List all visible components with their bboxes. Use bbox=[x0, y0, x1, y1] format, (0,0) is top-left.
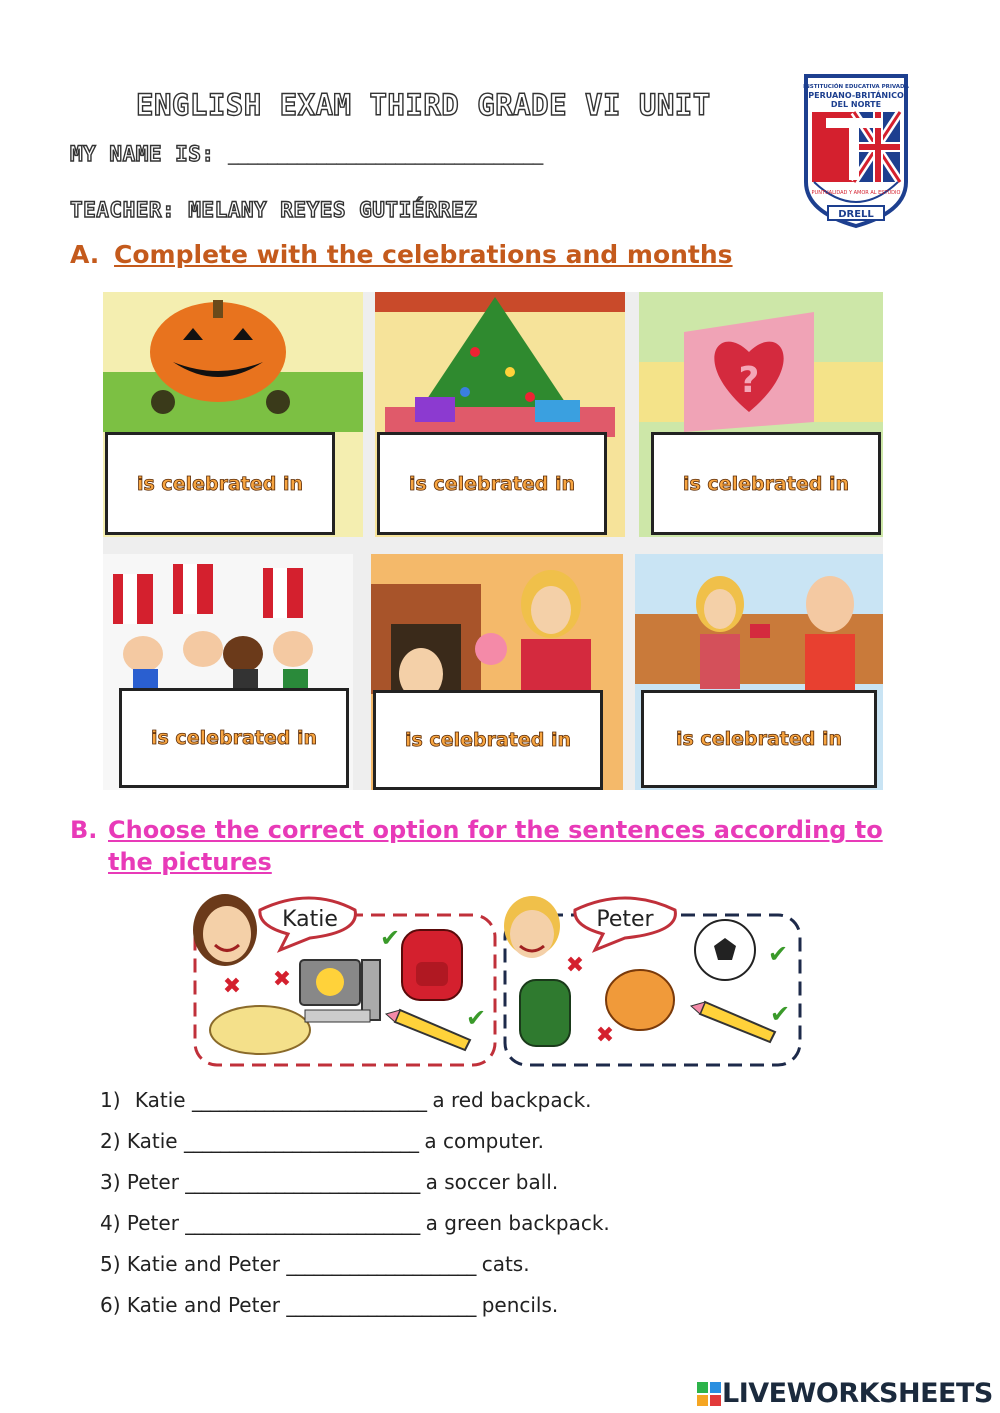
logo-badge: DRELL bbox=[838, 209, 874, 220]
pencil-icon bbox=[386, 1010, 470, 1050]
svg-text:✖: ✖ bbox=[565, 953, 585, 978]
sentence-blank[interactable]: _____________________ bbox=[286, 1252, 476, 1276]
card-mothers-day bbox=[371, 554, 623, 790]
logo-text-3: DEL NORTE bbox=[830, 100, 882, 109]
logo-text-2: PERUANO-BRITÁNICO bbox=[808, 91, 904, 100]
sentence-number: 1) bbox=[100, 1088, 121, 1112]
sentence-blank[interactable]: __________________________ bbox=[191, 1088, 426, 1112]
green-backpack-icon bbox=[520, 980, 570, 1046]
sentence-object: a soccer ball. bbox=[425, 1170, 559, 1194]
peter-avatar bbox=[504, 896, 560, 958]
sentence-subject: Katie and Peter bbox=[126, 1293, 280, 1317]
exam-title: ENGLISH EXAM THIRD GRADE VI UNIT bbox=[136, 88, 711, 122]
sentence-number: 4) bbox=[100, 1211, 121, 1235]
sentence-5 bbox=[100, 1252, 530, 1276]
sentence-subject: Peter bbox=[126, 1211, 179, 1235]
liveworksheets-logo-icon bbox=[696, 1381, 722, 1407]
katie-avatar bbox=[193, 894, 257, 966]
section-a-heading bbox=[70, 240, 733, 269]
katie-name-bubble: Katie bbox=[282, 907, 338, 932]
soccer-ball-icon bbox=[695, 920, 755, 980]
answer-box-4[interactable]: is celebrated in bbox=[119, 688, 349, 788]
sentence-blank[interactable]: __________________________ bbox=[185, 1211, 420, 1235]
sentence-3 bbox=[100, 1170, 558, 1194]
pencil-icon-2 bbox=[691, 1002, 775, 1042]
sentence-object: cats. bbox=[481, 1252, 530, 1276]
katie-peter-illustration bbox=[180, 890, 810, 1070]
card-independence bbox=[103, 554, 353, 790]
sentence-subject: Katie bbox=[134, 1088, 186, 1112]
teacher-line: TEACHER: MELANY REYES GUTIÉRREZ bbox=[70, 198, 478, 222]
red-backpack-icon bbox=[402, 930, 462, 1000]
section-a-instruction: Complete with the celebrations and months bbox=[114, 240, 733, 269]
orange-cat-icon bbox=[606, 970, 674, 1030]
sentence-blank[interactable]: __________________________ bbox=[183, 1129, 418, 1153]
sentence-number: 2) bbox=[100, 1129, 121, 1153]
section-b-letter: B. bbox=[70, 816, 98, 844]
sentence-number: 6) bbox=[100, 1293, 121, 1317]
school-crest-logo bbox=[800, 72, 912, 230]
sentence-subject: Katie bbox=[126, 1129, 178, 1153]
sentence-4 bbox=[100, 1211, 610, 1235]
card-halloween bbox=[103, 292, 363, 537]
computer-icon bbox=[300, 960, 380, 1022]
answer-box-3[interactable]: is celebrated in bbox=[651, 432, 881, 535]
sentence-object: pencils. bbox=[481, 1293, 559, 1317]
svg-text:?: ? bbox=[738, 360, 760, 401]
sentence-object: a computer. bbox=[424, 1129, 544, 1153]
answer-box-5[interactable]: is celebrated in bbox=[373, 690, 603, 790]
sentence-subject: Katie and Peter bbox=[126, 1252, 280, 1276]
name-label: MY NAME IS: bbox=[70, 142, 215, 166]
sentence-blank[interactable]: _____________________ bbox=[286, 1293, 476, 1317]
answer-box-2[interactable]: is celebrated in bbox=[377, 432, 607, 535]
svg-text:✖: ✖ bbox=[272, 967, 292, 992]
peter-name-bubble: Peter bbox=[596, 907, 654, 932]
logo-text-1: INSTITUCIÓN EDUCATIVA PRIVADA bbox=[803, 84, 909, 90]
svg-text:✔: ✔ bbox=[769, 1000, 791, 1028]
name-blank[interactable]: ________________________________ bbox=[227, 145, 543, 166]
sentence-1 bbox=[100, 1088, 592, 1112]
sentence-blank[interactable]: __________________________ bbox=[185, 1170, 420, 1194]
section-a-letter: A. bbox=[70, 240, 100, 269]
sentence-number: 3) bbox=[100, 1170, 121, 1194]
svg-text:✖: ✖ bbox=[595, 1023, 615, 1048]
answer-box-1[interactable]: is celebrated in bbox=[105, 432, 335, 535]
section-b-instruction: Choose the correct option for the sentences according to the pictures bbox=[108, 816, 883, 876]
svg-text:✔: ✔ bbox=[465, 1004, 487, 1032]
sentence-6 bbox=[100, 1293, 558, 1317]
celebrations-grid bbox=[103, 292, 883, 790]
sentence-2 bbox=[100, 1129, 544, 1153]
sentence-object: a red backpack. bbox=[432, 1088, 592, 1112]
cat-icon bbox=[210, 1006, 310, 1054]
section-b-heading bbox=[70, 814, 930, 876]
svg-text:✔: ✔ bbox=[767, 940, 789, 968]
answer-box-6[interactable]: is celebrated in bbox=[641, 690, 877, 788]
name-line bbox=[70, 142, 543, 166]
svg-text:✖: ✖ bbox=[222, 974, 242, 999]
card-fathers-day bbox=[635, 554, 883, 790]
sentence-subject: Peter bbox=[126, 1170, 179, 1194]
card-valentine bbox=[639, 292, 883, 537]
card-christmas bbox=[375, 292, 625, 537]
liveworksheets-footer[interactable] bbox=[696, 1378, 993, 1409]
sentence-object: a green backpack. bbox=[425, 1211, 610, 1235]
logo-motto: PUNTUALIDAD Y AMOR AL ESTUDIO bbox=[811, 190, 901, 196]
liveworksheets-brand: LIVEWORKSHEETS bbox=[722, 1378, 993, 1409]
svg-text:✔: ✔ bbox=[379, 924, 401, 952]
sentence-number: 5) bbox=[100, 1252, 121, 1276]
